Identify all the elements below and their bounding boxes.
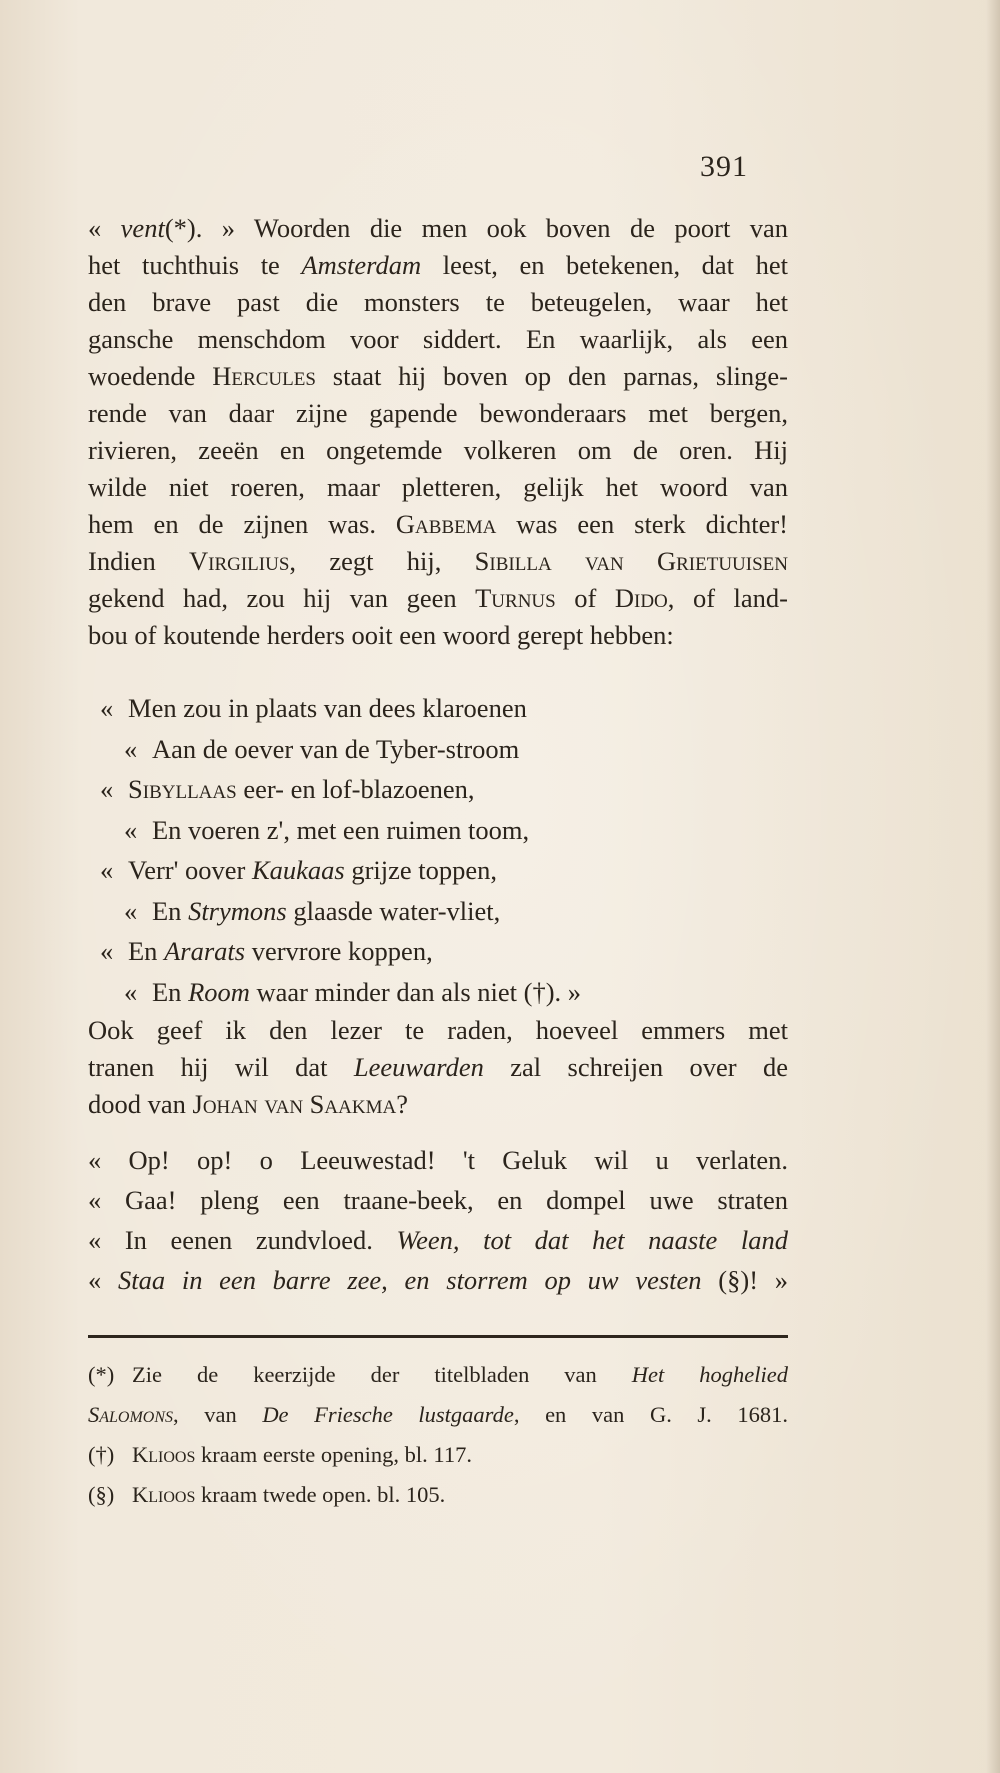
footnote-2 (88, 1435, 788, 1475)
footnote-mark: (†) (88, 1442, 115, 1467)
verse-2 (88, 1140, 788, 1300)
person-name: Grietuuisen (656, 546, 788, 576)
verse-2-line-4 (88, 1260, 788, 1300)
text: waar minder dan als niet (†). » (249, 976, 582, 1007)
paragraph-1 (88, 210, 788, 654)
italic-word: vent (120, 213, 165, 243)
place-name: Room (188, 976, 250, 1007)
footnote-1-line-1 (88, 1355, 788, 1395)
text: hem en de zijnen was. (88, 509, 396, 539)
text: dood van (88, 1089, 193, 1119)
text: , zegt hij, (289, 546, 475, 576)
text: Zie de keerzijde der titelbladen van (132, 1362, 632, 1387)
verse-1-line-7 (100, 931, 800, 972)
book-title: Salomons (88, 1402, 174, 1427)
verse-1-line-8 (100, 972, 800, 1013)
footnote-3 (88, 1475, 788, 1515)
text: woedende (88, 361, 213, 391)
verse-1-line-5 (100, 850, 800, 891)
text: was een sterk dichter! (496, 509, 788, 539)
text: En (128, 936, 165, 966)
text: tranen hij wil dat (88, 1052, 354, 1082)
paragraph-1-line-12: bou of koutende herders ooit een woord gerept hebben: (88, 620, 674, 650)
person-name: Dido (614, 583, 668, 613)
paragraph-1-line-3: den brave past die monsters te beteugelen, waar het (88, 287, 788, 317)
verse-1-line-4 (100, 810, 800, 851)
paragraph-1-line-10 (88, 543, 788, 580)
footnote-divider (88, 1335, 788, 1338)
quote-mark: « (124, 733, 138, 764)
place-name: Ararats (164, 936, 246, 966)
paragraph-2-line-2 (88, 1049, 788, 1086)
text: kraam eerste opening, bl. 117. (195, 1442, 472, 1467)
person-name: Johan van Saakma (192, 1089, 397, 1119)
verse-1-line-3 (100, 769, 800, 810)
text: gekend had, zou hij van geen (88, 583, 476, 613)
place-name: Strymons (188, 895, 287, 926)
text: En voeren z', met een ruimen toom, (152, 814, 530, 845)
paragraph-1-line-1 (88, 210, 788, 247)
paragraph-1-line-7: rivieren, zeeën en ongetemde volkeren om de oren. Hij (88, 435, 788, 465)
text: staat hij boven op den parnas, slinge- (315, 361, 788, 391)
person-name: Gabbema (395, 509, 497, 539)
verse-1-line-6 (100, 891, 800, 932)
paragraph-1-line-5 (88, 358, 788, 395)
text: , of land- (667, 583, 788, 613)
paragraph-1-line-2 (88, 247, 788, 284)
verse-1-line-1 (100, 688, 800, 729)
italic-text: Staa in een barre zee, en storrem op uw vesten (117, 1265, 702, 1295)
paragraph-2 (88, 1012, 788, 1123)
text: ? (396, 1089, 408, 1119)
quote-mark: « (100, 693, 114, 723)
italic-text: Ween, tot dat het naaste land (396, 1225, 788, 1255)
place-name: Kaukaas (251, 855, 345, 885)
text: zal schreijen over de (483, 1052, 788, 1082)
quote-mark: « (100, 774, 114, 804)
person-name: Hercules (212, 361, 316, 391)
person-name: Sibilla (474, 546, 552, 576)
text: Aan de oever van de Tyber-stroom (152, 733, 520, 764)
text: Verr' oover (128, 855, 252, 885)
verse-2-line-2: « Gaa! pleng een traane-beek, en dompel uwe straten (88, 1185, 788, 1215)
verse-1-line-2 (100, 729, 800, 770)
footnote-mark: (*) (88, 1362, 115, 1387)
paragraph-2-line-3 (88, 1086, 788, 1123)
page-number: 391 (700, 150, 748, 183)
text: , en van G. J. 1681. (513, 1402, 788, 1427)
text: « (88, 213, 121, 243)
person-name: Sibyllaas (128, 774, 237, 804)
text: grijze toppen, (344, 855, 498, 885)
person-name: Virgilius (189, 546, 290, 576)
text: van (551, 546, 657, 576)
verse-2-line-1: « Op! op! o Leeuwestad! 't Geluk wil u verlaten. (88, 1145, 788, 1175)
text: « In eenen zundvloed. (88, 1225, 397, 1255)
book-title: De Friesche lustgaarde (262, 1402, 514, 1427)
text: , van (173, 1402, 263, 1427)
quote-mark: « (124, 814, 138, 845)
footnotes (88, 1355, 788, 1515)
quote-mark: « (124, 976, 138, 1007)
quote-mark: « (100, 936, 114, 966)
text: Men zou in plaats van dees klaroenen (128, 693, 527, 723)
place-name: Leeuwarden (353, 1052, 484, 1082)
page-spine-shadow (986, 0, 1000, 1773)
paragraph-1-line-4: gansche menschdom voor siddert. En waarlijk, als een (88, 324, 788, 354)
text: (§)! » (701, 1265, 789, 1295)
text: het tuchthuis te (88, 250, 302, 280)
verse-1 (100, 688, 800, 1012)
book-title: Het hoghelied (631, 1362, 789, 1387)
quote-mark: « (100, 855, 114, 885)
paragraph-1-line-8: wilde niet roeren, maar pletteren, gelijk het woord van (88, 472, 788, 502)
person-name: Turnus (475, 583, 556, 613)
place-name: Amsterdam (301, 250, 422, 280)
paragraph-1-line-9 (88, 506, 788, 543)
book-title: Klioos (132, 1482, 196, 1507)
text: En (152, 895, 189, 926)
text: glaasde water-vliet, (286, 895, 501, 926)
verse-2-line-3 (88, 1220, 788, 1260)
book-title: Klioos (132, 1442, 196, 1467)
text: En (152, 976, 189, 1007)
text: eer- en lof-blazoenen, (236, 774, 475, 804)
text: leest, en betekenen, dat het (421, 250, 788, 280)
paragraph-2-line-1: Ook geef ik den lezer te raden, hoeveel emmers met (88, 1015, 788, 1045)
text: vervrore koppen, (245, 936, 433, 966)
footnote-1-line-2 (88, 1395, 788, 1435)
text: of (555, 583, 615, 613)
text: Indien (88, 546, 189, 576)
paragraph-1-line-6: rende van daar zijne gapende bewonderaars met bergen, (88, 398, 788, 428)
paragraph-1-line-11 (88, 580, 788, 617)
footnote-mark: (§) (88, 1482, 115, 1507)
quote-mark: « (88, 1265, 118, 1295)
text: kraam twede open. bl. 105. (195, 1482, 446, 1507)
text: (*). » Woorden die men ook boven de poort van (164, 213, 789, 243)
quote-mark: « (124, 895, 138, 926)
